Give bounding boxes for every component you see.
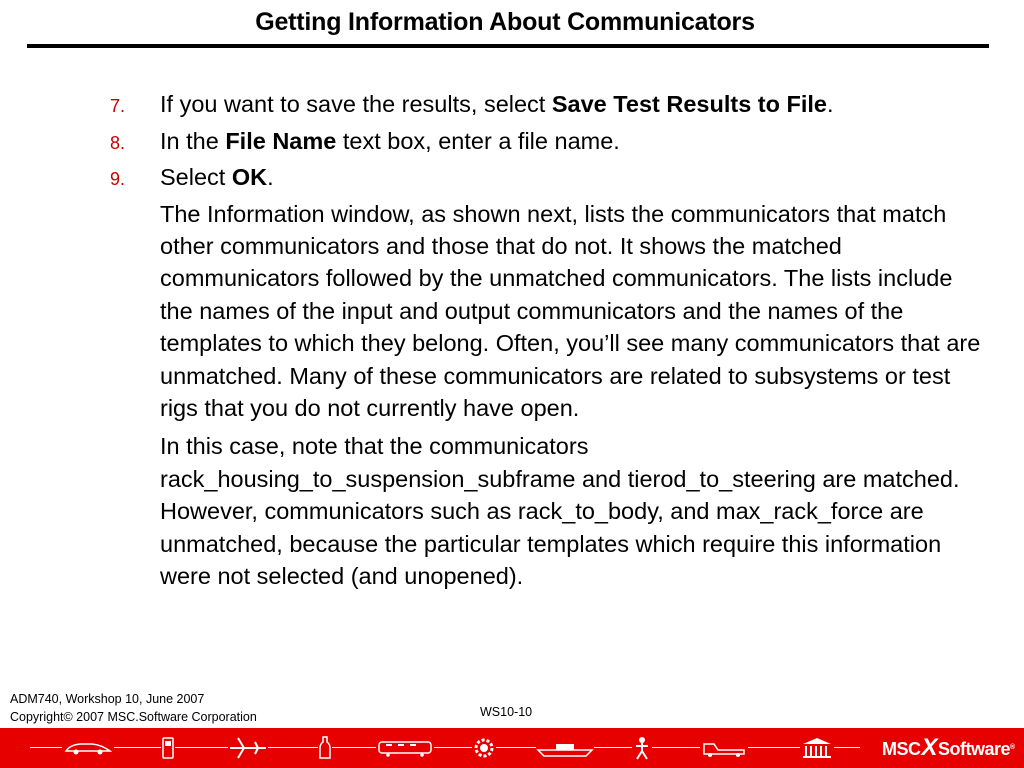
step-text-end: text box, enter a file name. bbox=[336, 127, 620, 154]
title-underline bbox=[27, 44, 989, 48]
step-text-end: . bbox=[827, 91, 834, 117]
step-text-end: . bbox=[267, 164, 274, 190]
slide-body bbox=[110, 88, 990, 598]
person-icon bbox=[632, 736, 652, 760]
jet-icon bbox=[228, 736, 268, 760]
step-text: Select bbox=[160, 164, 232, 190]
info-window-paragraph: The Information window, as shown next, lists the communicators that match other communicators and those that do not. It shows the matched communicators followed by the unmatched communicators. The lists include the names of the input and output communicators and the names of the templates to which they belong. Often, you’ll see many communicators that are unmatched. Many of these communicators are related to subsystems or test rigs that you do not currently have open. bbox=[160, 200, 981, 421]
step-bold-text: Save Test Results to File bbox=[551, 91, 827, 117]
truck-icon bbox=[700, 736, 748, 760]
train-icon bbox=[376, 736, 434, 760]
step-text: In the bbox=[160, 127, 226, 154]
building-icon bbox=[800, 736, 834, 760]
bottle-icon bbox=[318, 736, 332, 760]
matched-communicators-paragraph: In this case, note that the communicators rack_housing_to_suspension_subframe and tierod_to_steering are matched. However, communicators such as rack_to_body, and max_rack_force are unmatched, because the particular templates which require this information were not selected (and unopened). bbox=[160, 433, 960, 589]
step-item bbox=[110, 88, 990, 121]
footer-credits bbox=[10, 690, 257, 726]
footer-course-line: ADM740, Workshop 10, June 2007 bbox=[10, 692, 205, 706]
ship-icon bbox=[536, 736, 594, 760]
car-icon bbox=[62, 736, 114, 760]
gear-icon bbox=[472, 736, 496, 760]
step-text: If you want to save the results, select bbox=[160, 91, 552, 117]
footer-page-code: WS10-10 bbox=[480, 705, 533, 719]
brand-bar bbox=[0, 728, 1024, 768]
step-bold-text: OK bbox=[231, 164, 268, 190]
step-item bbox=[110, 161, 990, 194]
footer-copyright-line: Copyright© 2007 MSC.Software Corporation bbox=[10, 710, 257, 724]
phone-icon bbox=[160, 736, 176, 760]
step-number: 9. bbox=[110, 169, 126, 189]
step-number: 7. bbox=[110, 96, 126, 116]
msc-software-logo: MSCXSoftware® bbox=[882, 734, 1015, 761]
step-item bbox=[110, 125, 990, 158]
page-title: Getting Information About Communicators bbox=[255, 8, 755, 36]
step-number: 8. bbox=[110, 132, 126, 153]
step-bold-text: File Name bbox=[225, 127, 337, 154]
